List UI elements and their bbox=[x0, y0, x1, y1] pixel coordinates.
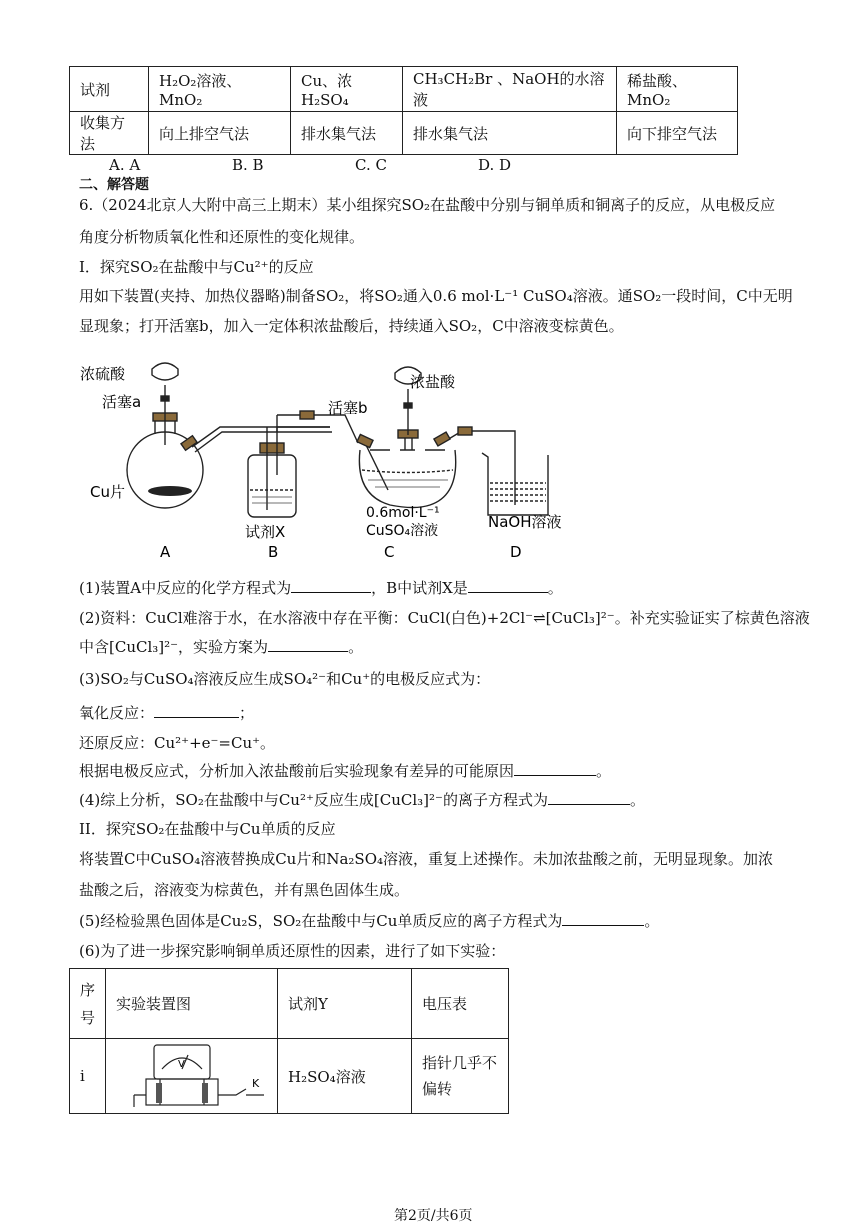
answer-blank[interactable] bbox=[514, 761, 596, 776]
table-cell: 稀盐酸、MnO₂ bbox=[617, 67, 738, 112]
option-a: A. A bbox=[109, 156, 141, 174]
label-naoh: NaOH溶液 bbox=[488, 513, 562, 531]
apparatus-cell bbox=[106, 1039, 278, 1114]
table-cell: CH₃CH₂Br 、NaOH的水溶液 bbox=[403, 67, 617, 112]
answer-blank[interactable] bbox=[468, 578, 548, 593]
table-cell: Cu、浓H₂SO₄ bbox=[291, 67, 403, 112]
q6-intro-1: 6.（2024北京人大附中高三上期末）某小组探究SO₂在盐酸中分别与铜单质和铜离子的反应，从电极反应 bbox=[79, 196, 776, 214]
part1-text-2: 显现象；打开活塞b，加入一定体积浓盐酸后，持续通入SO₂，C中溶液变棕黄色。 bbox=[79, 317, 624, 335]
part1-text-1: 用如下装置(夹持、加热仪器略)制备SO₂，将SO₂通入0.6 mol·L⁻¹ CuSO₄溶液。通SO₂一段时间，C中无明 bbox=[79, 287, 793, 305]
sub4: (4)综上分析，SO₂在盐酸中与Cu²⁺反应生成[CuCl₃]²⁻的离子方程式为 。 bbox=[79, 791, 645, 809]
sub6: (6)为了进一步探究影响铜单质还原性的因素，进行了如下实验： bbox=[79, 942, 506, 960]
label-reagent-x: 试剂X bbox=[245, 523, 286, 541]
header-reagent: 试剂Y bbox=[278, 969, 412, 1039]
answer-blank[interactable] bbox=[154, 703, 239, 718]
answer-blank[interactable] bbox=[291, 578, 371, 593]
part1-title: I．探究SO₂在盐酸中与Cu²⁺的反应 bbox=[79, 258, 314, 276]
option-b: B. B bbox=[232, 156, 264, 174]
letter-a: A bbox=[160, 543, 171, 561]
option-c: C. C bbox=[355, 156, 387, 174]
label-cuso4-conc: 0.6mol·L⁻¹ bbox=[366, 505, 440, 521]
sub3-b: 根据电极反应式，分析加入浓盐酸前后实验现象有差异的可能原因 。 bbox=[79, 762, 612, 780]
apparatus-diagram bbox=[70, 355, 630, 570]
table-cell: H₂O₂溶液、MnO₂ bbox=[149, 67, 291, 112]
table-cell: 排水集气法 bbox=[291, 112, 403, 155]
part2-text-1: 将装置C中CuSO₄溶液替换成Cu片和Na₂SO₄溶液，重复上述操作。未加浓盐酸之前，无明显现象。加浓 bbox=[79, 850, 774, 868]
part2-title: II．探究SO₂在盐酸中与Cu单质的反应 bbox=[79, 820, 336, 838]
table-cell: 向上排空气法 bbox=[149, 112, 291, 155]
letter-d: D bbox=[510, 543, 522, 561]
section-title: 二、解答题 bbox=[79, 177, 149, 193]
table-cell: 向下排空气法 bbox=[617, 112, 738, 155]
table-cell: 排水集气法 bbox=[403, 112, 617, 155]
voltmeter-diagram bbox=[106, 1039, 276, 1109]
letter-b: B bbox=[268, 543, 279, 561]
experiment-table bbox=[69, 968, 509, 1114]
header-apparatus: 实验装置图 bbox=[106, 969, 278, 1039]
meter-v: V bbox=[178, 1059, 185, 1070]
answer-blank[interactable] bbox=[268, 637, 348, 652]
row-result: 指针几乎不偏转 bbox=[412, 1039, 509, 1114]
row-reagent: H₂SO₄溶液 bbox=[278, 1039, 412, 1114]
meter-k: K bbox=[252, 1077, 260, 1090]
label-conc-hcl: 浓盐酸 bbox=[410, 373, 456, 391]
table-cell: 试剂 bbox=[70, 67, 149, 112]
sub5: (5)经检验黑色固体是Cu₂S，SO₂在盐酸中与Cu单质反应的离子方程式为 。 bbox=[79, 912, 660, 930]
answer-blank[interactable] bbox=[548, 790, 630, 805]
header-num: 序号 bbox=[70, 969, 106, 1039]
label-cuso4: CuSO₄溶液 bbox=[366, 523, 439, 539]
table-cell: 收集方法 bbox=[70, 112, 149, 155]
q6-intro-2: 角度分析物质氧化性和还原性的变化规律。 bbox=[79, 228, 365, 246]
reagent-table bbox=[69, 66, 738, 155]
row-num: i bbox=[70, 1039, 106, 1114]
letter-c: C bbox=[384, 543, 395, 561]
page-footer: 第2页/共6页 bbox=[394, 1208, 473, 1224]
sub2-b: 中含[CuCl₃]²⁻，实验方案为 。 bbox=[79, 638, 364, 656]
sub2-a: (2)资料：CuCl难溶于水，在水溶液中存在平衡：CuCl(白色)+2Cl⁻⇌[CuCl₃]²⁻。补充实验证实了棕黄色溶液 bbox=[79, 609, 810, 627]
label-cu: Cu片 bbox=[90, 483, 125, 501]
label-valve-a: 活塞a bbox=[102, 393, 142, 411]
label-conc-h2so4: 浓硫酸 bbox=[80, 365, 126, 383]
sub1: (1)装置A中反应的化学方程式为 ，B中试剂X是 。 bbox=[79, 579, 563, 597]
sub3-a: (3)SO₂与CuSO₄溶液反应生成SO₄²⁻和Cu⁺的电极反应式为： bbox=[79, 670, 491, 688]
sub3-ox: 氧化反应： ； bbox=[79, 704, 255, 722]
option-d: D. D bbox=[478, 156, 512, 174]
sub3-red: 还原反应：Cu²⁺+e⁻=Cu⁺。 bbox=[79, 734, 276, 752]
part2-text-2: 盐酸之后，溶液变为棕黄色，并有黑色固体生成。 bbox=[79, 881, 410, 899]
answer-blank[interactable] bbox=[562, 911, 644, 926]
label-valve-b: 活塞b bbox=[328, 399, 368, 417]
header-voltmeter: 电压表 bbox=[412, 969, 509, 1039]
